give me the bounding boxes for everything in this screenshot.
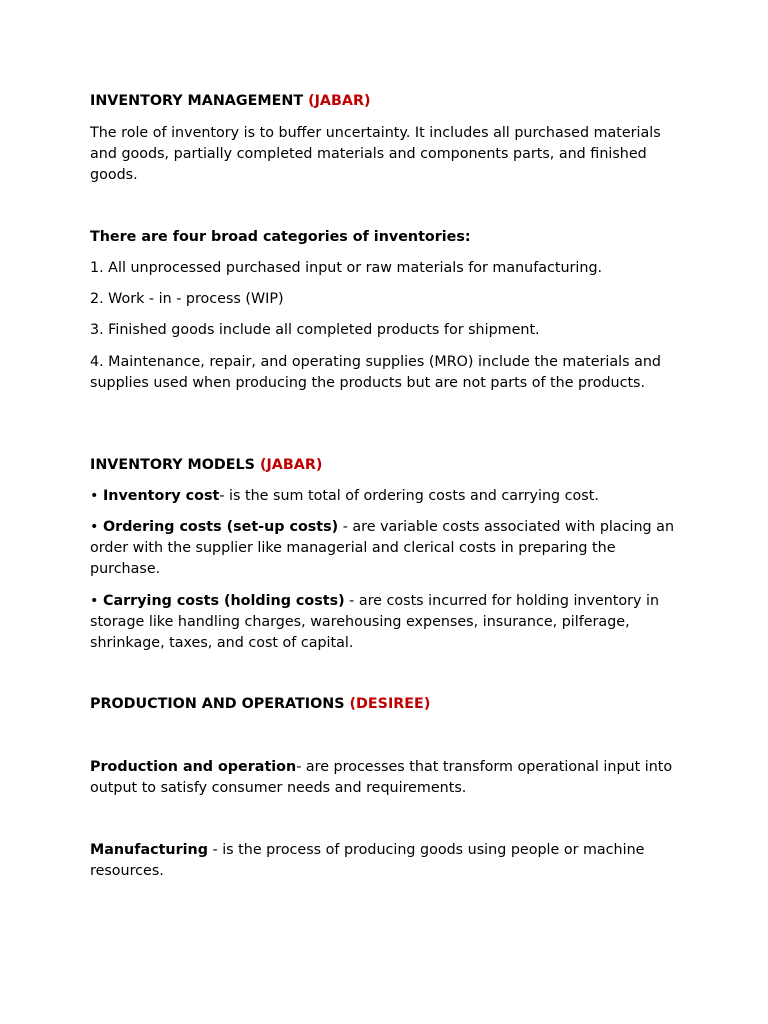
author-tag: (JABAR) xyxy=(308,93,371,109)
list-item: 2. Work - in - process (WIP) xyxy=(90,291,284,307)
definition-term: Manufacturing xyxy=(90,842,208,858)
bullet-term: Carrying costs (holding costs) xyxy=(102,593,345,609)
bullet-term: Inventory cost xyxy=(102,488,220,504)
bullet-item xyxy=(90,486,690,507)
bullet-marker: • xyxy=(90,593,103,609)
heading-text: INVENTORY MANAGEMENT xyxy=(90,93,304,109)
definition-text: - is the process of producing goods using people or machine resources. xyxy=(90,842,645,879)
definition-term: Production and operation xyxy=(90,759,297,775)
bullet-text: - are costs incurred for holding inventory in storage like handling charges, warehousing expenses, insurance, pilferage, shrinkage, taxes, and cost of capital. xyxy=(90,593,660,651)
bullet-term: Ordering costs (set-up costs) xyxy=(102,519,339,535)
heading-text: PRODUCTION AND OPERATIONS xyxy=(90,696,345,712)
heading-text: INVENTORY MODELS xyxy=(90,457,255,473)
bullet-text: - is the sum total of ordering costs and carrying cost. xyxy=(219,488,599,504)
bullet-item xyxy=(90,591,690,654)
definition-text: - are processes that transform operational input into output to satisfy consumer needs and requirements. xyxy=(90,759,673,796)
list-item: 1. All unprocessed purchased input or raw materials for manufacturing. xyxy=(90,260,603,276)
list-item: 3. Finished goods include all completed products for shipment. xyxy=(90,322,540,338)
author-tag: (DESIREE) xyxy=(349,696,431,712)
categories-heading: There are four broad categories of inventories: xyxy=(90,229,471,245)
author-tag: (JABAR) xyxy=(259,457,323,473)
section-heading-inventory-management xyxy=(90,91,690,112)
list-item: 4. Maintenance, repair, and operating supplies (MRO) include the materials and supplies used when producing the products but are not parts of the products. xyxy=(90,354,661,391)
section-heading-production xyxy=(90,694,690,715)
definition-item xyxy=(90,757,690,799)
bullet-text: - are variable costs associated with placing an order with the supplier like managerial and clerical costs in preparing the purchase. xyxy=(90,519,675,577)
definition-item xyxy=(90,840,690,882)
bullet-marker: • xyxy=(90,519,103,535)
bullet-item xyxy=(90,517,690,580)
bullet-marker: • xyxy=(90,488,103,504)
paragraph-intro: The role of inventory is to buffer uncertainty. It includes all purchased materials and goods, partially completed materials and components parts, and finished goods. xyxy=(90,125,661,183)
section-heading-inventory-models xyxy=(90,455,690,476)
